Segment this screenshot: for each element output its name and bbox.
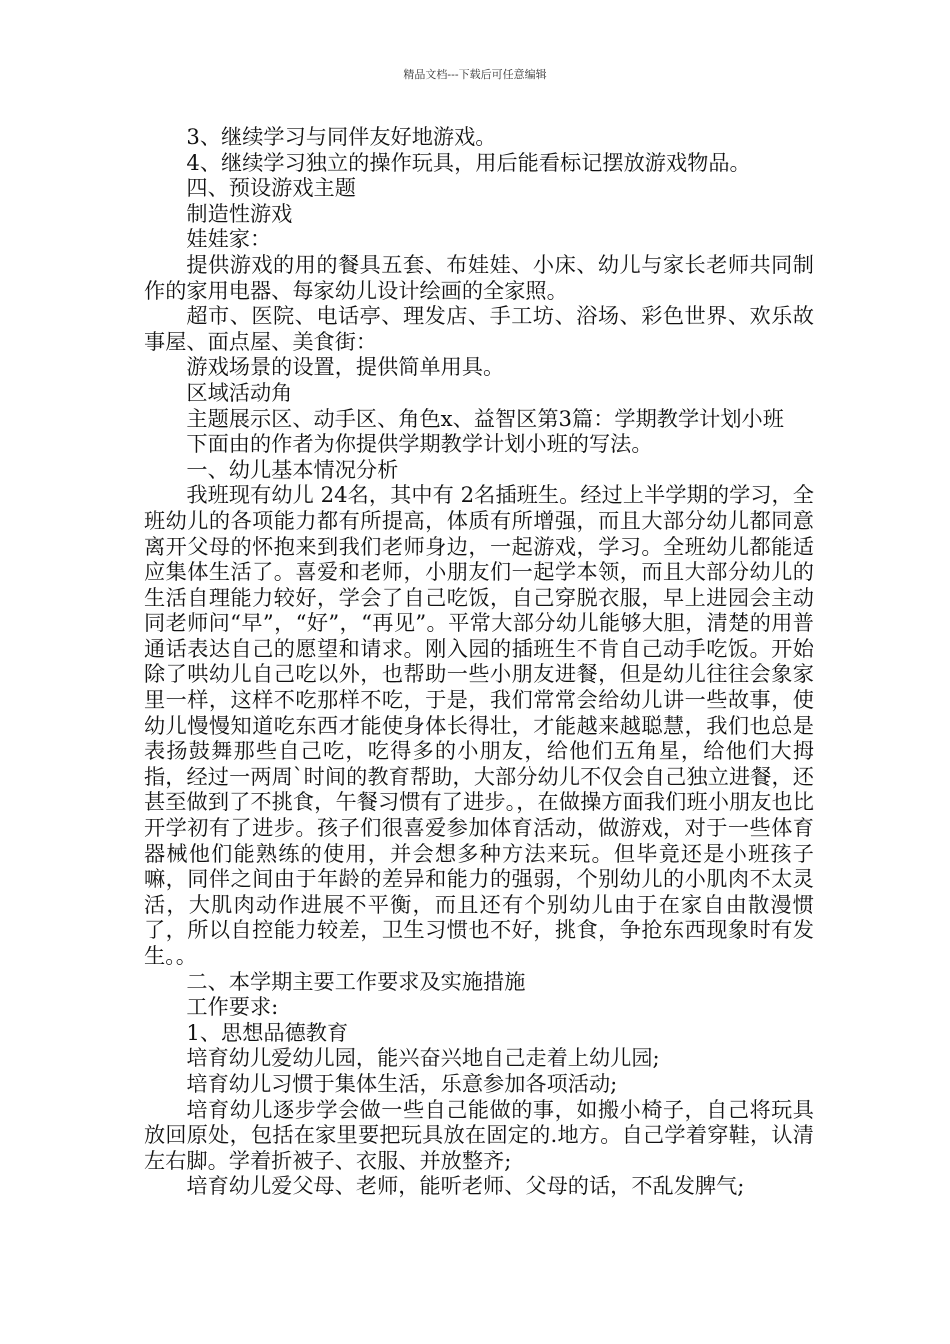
section-heading: 一、幼儿基本情况分析 <box>186 456 399 482</box>
subheading: 1、思想品德教育 <box>186 1019 349 1045</box>
subheading: 区域活动角 <box>186 379 293 405</box>
paragraph: 4、继续学习独立的操作玩具，用后能看标记摆放游戏物品。 <box>186 149 751 175</box>
paragraph: 培育幼儿逐步学会做一些自己能做的事，如搬小椅子，自己将玩具放回原处，包括在家里要把玩具放在固定的.地方。自己学着穿鞋，认清左右脚。学着折被子、衣服、并放整齐; <box>144 1096 814 1173</box>
subheading: 制造性游戏 <box>186 200 293 226</box>
paragraph: 培育幼儿习惯于集体生活，乐意参加各项活动; <box>186 1070 618 1096</box>
paragraph: 我班现有幼儿 24名，其中有 2名插班生。经过上半学期的学习，全班幼儿的各项能力都有所提高，体质有所增强，而且大部分幼儿都同意离开父母的怀抱来到我们老师身边，一起游戏，学习。全班幼儿都能适应集体生活了。喜爱和老师，小朋友们一起学本领，而且大部分幼儿的生活自理能力较好，学会了自己吃饭，自己穿脱衣服，早上进园会主动同老师问“早”，“好”，“再见”。平常大部分幼儿能够大胆，清楚的用普通话表达自己的愿望和请求。刚入园的插班生不肯自己动手吃饭。开始除了哄幼儿自己吃以外，也帮助一些小朋友进餐，但是幼儿往往会象家里一样，这样不吃那样不吃，于是，我们常常会给幼儿讲一些故事，使幼儿慢慢知道吃东西才能使身体长得壮，才能越来越聪慧，我们也总是表扬鼓舞那些自己吃，吃得多的小朋友，给他们五角星，给他们大拇指，经过一两周`时间的教育帮助，大部分幼儿不仅会自己独立进餐，还甚至做到了不挑食，午餐习惯有了进步。，在做操方面我们班小朋友也比开学初有了进步。孩子们很喜爱参加体育活动，做游戏，对于一些体育器械他们能熟练的使用，并会想多种方法来玩。但毕竟还是小班孩子嘛，同伴之间由于年龄的差异和能力的强弱，个别幼儿的小肌肉不太灵活，大肌肉动作进展不平衡，而且还有个别幼儿由于在家自由散漫惯了，所以自控能力较差，卫生习惯也不好，挑食，争抢东西现象时有发生。。 <box>144 482 814 968</box>
paragraph: 培育幼儿爱幼儿园，能兴奋兴地自己走着上幼儿园; <box>186 1045 660 1071</box>
page-header: 精品文档---下载后可任意编辑 <box>403 68 547 81</box>
paragraph: 主题展示区、动手区、角色x、益智区第3篇：学期教学计划小班 <box>186 405 784 431</box>
paragraph: 培育幼儿爱父母、老师，能听老师、父母的话，不乱发脾气; <box>186 1173 745 1199</box>
subheading: 娃娃家： <box>186 226 272 252</box>
subheading: 工作要求: <box>186 994 279 1020</box>
document-body <box>144 124 814 1199</box>
paragraph: 超市、医院、电话亭、理发店、手工坊、浴场、彩色世界、欢乐故事屋、面点屋、美食街： <box>144 303 814 354</box>
paragraph: 下面由的作者为你提供学期教学计划小班的写法。 <box>186 431 653 457</box>
section-heading: 四、预设游戏主题 <box>186 175 356 201</box>
paragraph: 游戏场景的设置，提供简单用具。 <box>186 354 505 380</box>
paragraph: 提供游戏的用的餐具五套、布娃娃、小床、幼儿与家长老师共同制作的家用电器、每家幼儿设计绘画的全家照。 <box>144 251 814 303</box>
paragraph: 3、继续学习与同伴友好地游戏。 <box>186 124 497 149</box>
section-heading: 二、本学期主要工作要求及实施措施 <box>186 968 526 994</box>
